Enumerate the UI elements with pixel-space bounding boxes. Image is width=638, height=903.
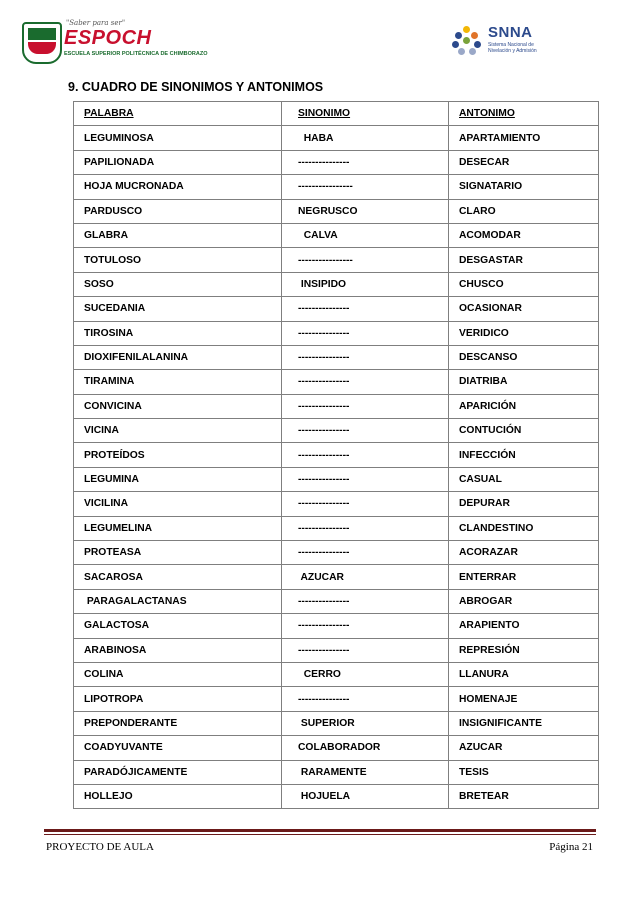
table-row [74, 589, 599, 613]
table-row [74, 370, 599, 394]
palabra-cell: CONVICINA [74, 394, 282, 418]
snna-logo [452, 24, 592, 58]
table-row [74, 687, 599, 711]
table-row [74, 565, 599, 589]
sinonimo-cell: --------------- [282, 370, 449, 394]
table-row [74, 760, 599, 784]
snna-logo-mark-icon [452, 26, 482, 56]
sinonimo-cell: --------------- [282, 541, 449, 565]
espoch-institution: ESCUELA SUPERIOR POLITÉCNICA DE CHIMBORAZO [64, 51, 208, 57]
palabra-cell: PARAGALACTANAS [74, 589, 282, 613]
palabra-cell: VICILINA [74, 492, 282, 516]
antonimo-cell: APARICIÓN [449, 394, 599, 418]
antonimo-cell: ABROGAR [449, 589, 599, 613]
table-row [74, 541, 599, 565]
antonimo-cell: AZUCAR [449, 736, 599, 760]
palabra-cell: VICINA [74, 419, 282, 443]
sinonimo-cell: --------------- [282, 321, 449, 345]
palabra-cell: TOTULOSO [74, 248, 282, 272]
table-row [74, 345, 599, 369]
table-body [74, 102, 599, 809]
palabra-cell: TIRAMINA [74, 370, 282, 394]
sinonimo-cell: CERRO [282, 662, 449, 686]
palabra-cell: HOLLEJO [74, 784, 282, 808]
table-row [74, 419, 599, 443]
table-row [74, 297, 599, 321]
sinonimo-cell: --------------- [282, 687, 449, 711]
table-row [74, 467, 599, 491]
antonimo-cell: CHUSCO [449, 272, 599, 296]
header-sinonimo: SINONIMO [282, 102, 449, 126]
sinonimo-cell: --------------- [282, 345, 449, 369]
sinonimo-cell: AZUCAR [282, 565, 449, 589]
antonimo-cell: CLARO [449, 199, 599, 223]
palabra-cell: PROTEÍDOS [74, 443, 282, 467]
sinonimo-cell: RARAMENTE [282, 760, 449, 784]
palabra-cell: LEGUMELINA [74, 516, 282, 540]
palabra-cell: PARDUSCO [74, 199, 282, 223]
footer-page-number: Página 21 [549, 841, 593, 853]
antonimo-cell: INFECCIÓN [449, 443, 599, 467]
table-row [74, 736, 599, 760]
sinonimo-cell: --------------- [282, 589, 449, 613]
table-row [74, 248, 599, 272]
sinonimo-cell: --------------- [282, 297, 449, 321]
table-row [74, 272, 599, 296]
sinonimo-cell: --------------- [282, 443, 449, 467]
snna-brand: SNNA [488, 24, 533, 41]
palabra-cell: COLINA [74, 662, 282, 686]
antonimo-cell: DESECAR [449, 150, 599, 174]
footer-project-label: PROYECTO DE AULA [46, 841, 154, 853]
sinonimo-cell: --------------- [282, 394, 449, 418]
table-row [74, 638, 599, 662]
antonimo-cell: TESIS [449, 760, 599, 784]
sinonimo-cell: INSIPIDO [282, 272, 449, 296]
table-row [74, 321, 599, 345]
footer-rule-thick [44, 829, 596, 832]
sinonimo-cell: --------------- [282, 516, 449, 540]
sinonimo-cell: ---------------- [282, 248, 449, 272]
antonimo-cell: CONTUCIÓN [449, 419, 599, 443]
table-row [74, 662, 599, 686]
snna-subtitle-line1: Sistema Nacional de [488, 42, 534, 48]
antonimo-cell: INSIGNIFICANTE [449, 711, 599, 735]
header-palabra: PALABRA [74, 102, 282, 126]
sinonimo-cell: COLABORADOR [282, 736, 449, 760]
antonimo-cell: CASUAL [449, 467, 599, 491]
espoch-shield-icon [22, 22, 62, 64]
palabra-cell: DIOXIFENILALANINA [74, 345, 282, 369]
espoch-slogan: "Saber para ser" [66, 19, 126, 27]
table-row [74, 711, 599, 735]
table-row [74, 126, 599, 150]
table-row [74, 394, 599, 418]
espoch-brand: ESPOCH [64, 27, 152, 49]
antonimo-cell: REPRESIÓN [449, 638, 599, 662]
sinonimo-cell: --------------- [282, 614, 449, 638]
sinonimo-cell: HOJUELA [282, 784, 449, 808]
antonimo-cell: CLANDESTINO [449, 516, 599, 540]
palabra-cell: COADYUVANTE [74, 736, 282, 760]
antonimo-cell: HOMENAJE [449, 687, 599, 711]
antonimo-cell: ENTERRAR [449, 565, 599, 589]
antonimo-cell: DEPURAR [449, 492, 599, 516]
synonyms-antonyms-table [73, 101, 599, 809]
palabra-cell: PARADÓJICAMENTE [74, 760, 282, 784]
palabra-cell: GALACTOSA [74, 614, 282, 638]
sinonimo-cell: HABA [282, 126, 449, 150]
espoch-logo [22, 18, 208, 62]
palabra-cell: SOSO [74, 272, 282, 296]
table-row [74, 199, 599, 223]
sinonimo-cell: CALVA [282, 223, 449, 247]
palabra-cell: HOJA MUCRONADA [74, 175, 282, 199]
sinonimo-cell: ---------------- [282, 175, 449, 199]
antonimo-cell: SIGNATARIO [449, 175, 599, 199]
header-antonimo: ANTONIMO [449, 102, 599, 126]
antonimo-cell: ACORAZAR [449, 541, 599, 565]
palabra-cell: TIROSINA [74, 321, 282, 345]
antonimo-cell: VERIDICO [449, 321, 599, 345]
sinonimo-cell: --------------- [282, 492, 449, 516]
sinonimo-cell: --------------- [282, 638, 449, 662]
table-row [74, 150, 599, 174]
table-row [74, 516, 599, 540]
palabra-cell: PAPILIONADA [74, 150, 282, 174]
palabra-cell: SACAROSA [74, 565, 282, 589]
sinonimo-cell: NEGRUSCO [282, 199, 449, 223]
sinonimo-cell: --------------- [282, 467, 449, 491]
palabra-cell: ARABINOSA [74, 638, 282, 662]
table-row [74, 492, 599, 516]
palabra-cell: LEGUMINA [74, 467, 282, 491]
antonimo-cell: APARTAMIENTO [449, 126, 599, 150]
sinonimo-cell: --------------- [282, 419, 449, 443]
antonimo-cell: ACOMODAR [449, 223, 599, 247]
section-title: 9. CUADRO DE SINONIMOS Y ANTONIMOS [68, 80, 324, 94]
table-row [74, 614, 599, 638]
antonimo-cell: ARAPIENTO [449, 614, 599, 638]
table-row [74, 443, 599, 467]
snna-subtitle-line2: Nivelación y Admisión [488, 48, 537, 54]
table-row [74, 223, 599, 247]
palabra-cell: PREPONDERANTE [74, 711, 282, 735]
antonimo-cell: DESCANSO [449, 345, 599, 369]
antonimo-cell: LLANURA [449, 662, 599, 686]
antonimo-cell: DESGASTAR [449, 248, 599, 272]
table-header-row [74, 102, 599, 126]
footer-rule-thin [44, 834, 596, 835]
table-row [74, 175, 599, 199]
antonimo-cell: DIATRIBA [449, 370, 599, 394]
palabra-cell: SUCEDANIA [74, 297, 282, 321]
palabra-cell: PROTEASA [74, 541, 282, 565]
sinonimo-cell: SUPERIOR [282, 711, 449, 735]
sinonimo-cell: --------------- [282, 150, 449, 174]
table-row [74, 784, 599, 808]
palabra-cell: LEGUMINOSA [74, 126, 282, 150]
antonimo-cell: OCASIONAR [449, 297, 599, 321]
palabra-cell: GLABRA [74, 223, 282, 247]
antonimo-cell: BRETEAR [449, 784, 599, 808]
palabra-cell: LIPOTROPA [74, 687, 282, 711]
